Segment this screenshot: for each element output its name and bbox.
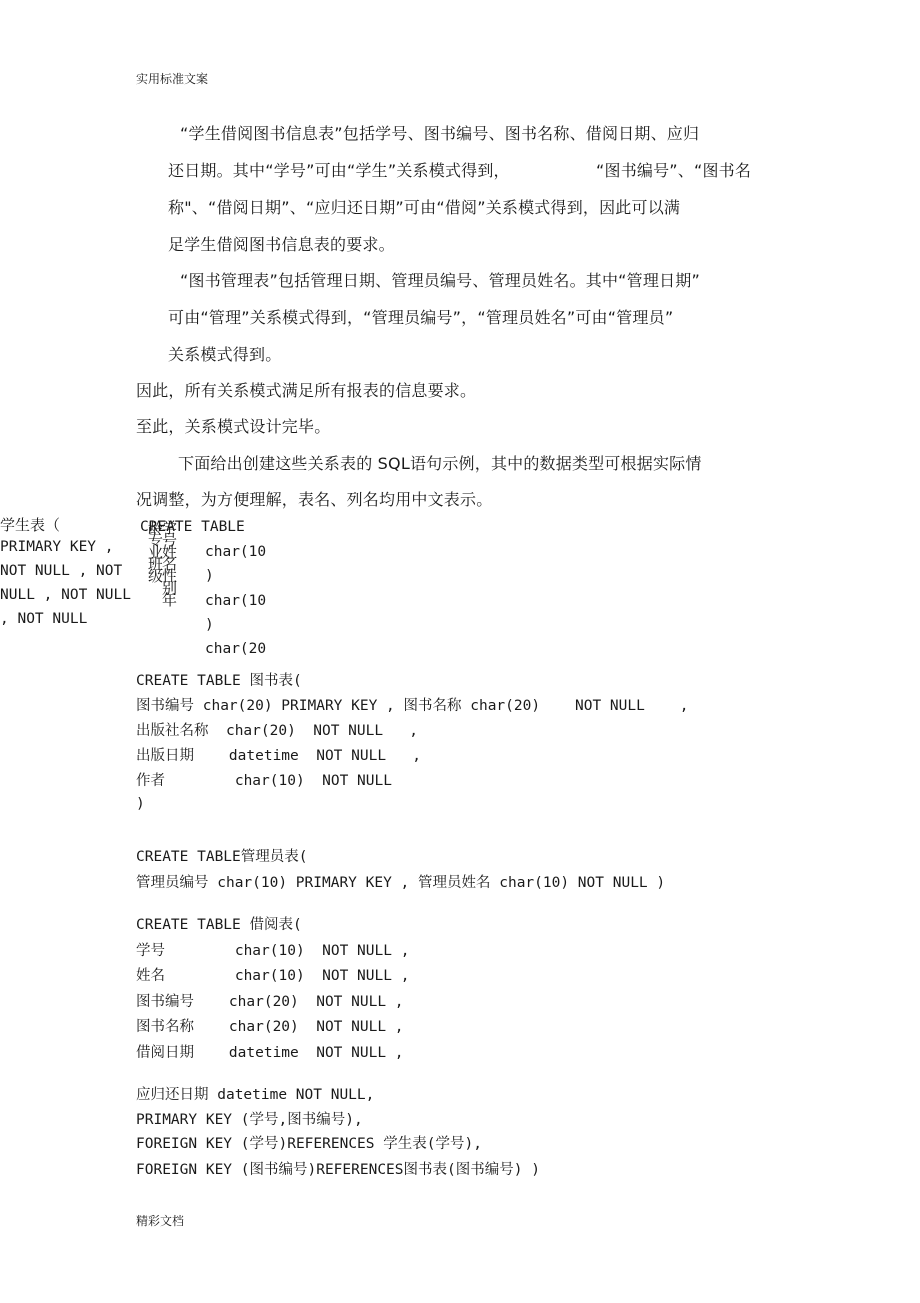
prose-line-4: 足学生借阅图书信息表的要求。 [168,235,395,254]
borrow-table-line-3: 姓名 char(10) NOT NULL , [136,968,410,984]
borrow-table-line-5: 图书名称 char(20) NOT NULL , [136,1019,404,1035]
borrow-table-line-6: 借阅日期 datetime NOT NULL , [136,1045,404,1061]
book-table-line-5: 作者 char(10) NOT NULL [136,773,392,789]
page-footer: 精彩文档 [136,1214,185,1228]
student-vertical-columns: 学号姓名性别年龄专业班级 [146,520,178,604]
student-table-left-2: PRIMARY KEY , [0,539,114,555]
borrow-table-tail-2: PRIMARY KEY (学号,图书编号), [136,1112,363,1128]
admin-table-line-1: CREATE TABLE管理员表( [136,849,308,865]
prose-line-2b: “图书编号”、“图书名 [596,161,752,180]
prose-line-8: 因此，所有关系模式满足所有报表的信息要求。 [136,381,477,400]
student-type-5: char(20 [205,641,267,657]
borrow-table-tail-3: FOREIGN KEY (学号)REFERENCES 学生表(学号), [136,1136,482,1152]
book-table-line-2: 图书编号 char(20) PRIMARY KEY , 图书名称 char(20) NOT NULL , [136,698,689,714]
borrow-table-line-4: 图书编号 char(20) NOT NULL , [136,994,404,1010]
prose-line-11: 况调整，为方便理解，表名、列名均用中文表示。 [136,490,493,509]
student-type-3: char(10 [205,593,267,609]
student-table-left-1: 学生表（ [0,516,61,534]
prose-line-5: “图书管理表”包括管理日期、管理员编号、管理员姓名。其中“管理日期” [180,271,700,290]
book-table-line-4: 出版日期 datetime NOT NULL , [136,748,421,764]
student-create-keyword: CREATE TABLE [140,519,245,535]
book-table-line-3: 出版社名称 char(20) NOT NULL , [136,723,419,739]
book-table-line-6: ) [136,796,145,812]
prose-line-1: “学生借阅图书信息表”包括学号、图书编号、图书名称、借阅日期、应归 [180,124,700,143]
book-table-line-1: CREATE TABLE 图书表( [136,673,302,689]
student-type-4: ) [205,617,214,633]
page-header: 实用标准文案 [136,72,209,86]
student-table-left-4: NULL , NOT NULL [0,587,131,603]
prose-line-6: 可由“管理”关系模式得到，“管理员编号”，“管理员姓名”可由“管理员” [168,308,674,327]
prose-line-7: 关系模式得到。 [168,345,282,364]
borrow-table-tail-1: 应归还日期 datetime NOT NULL, [136,1087,375,1103]
student-table-left-5: , NOT NULL [0,611,88,627]
prose-line-2a: 还日期。其中“学号”可由“学生”关系模式得到， [168,161,510,180]
student-table-left-3: NOT NULL , NOT [0,563,123,579]
prose-line-3: 称"、“借阅日期”、“应归还日期”可由“借阅”关系模式得到，因此可以满 [168,198,681,217]
prose-line-10: 下面给出创建这些关系表的 SQL语句示例，其中的数据类型可根据实际情 [178,454,702,473]
admin-table-line-2: 管理员编号 char(10) PRIMARY KEY , 管理员姓名 char(10) NOT NULL ) [136,875,666,891]
borrow-table-line-1: CREATE TABLE 借阅表( [136,917,302,933]
prose-line-9: 至此，关系模式设计完毕。 [136,417,331,436]
student-type-2: ) [205,568,214,584]
borrow-table-tail-4: FOREIGN KEY (图书编号)REFERENCES图书表(图书编号) ) [136,1162,540,1178]
student-type-1: char(10 [205,544,267,560]
borrow-table-line-2: 学号 char(10) NOT NULL , [136,943,410,959]
